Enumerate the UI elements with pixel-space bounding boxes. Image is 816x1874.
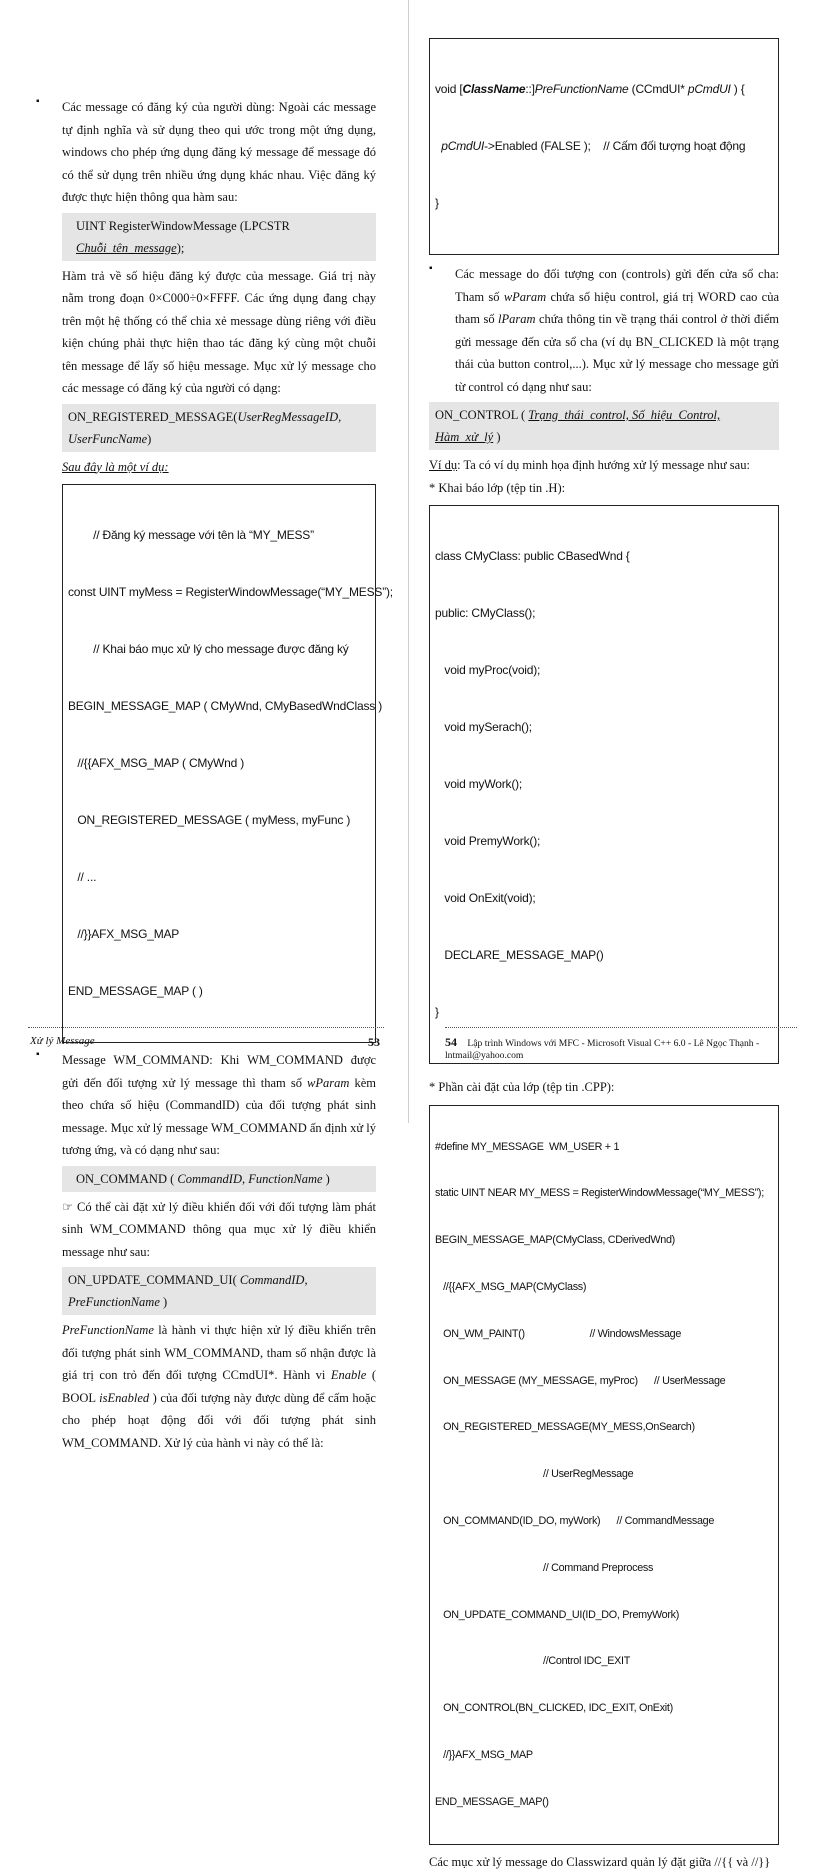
left-page <box>0 0 408 1450</box>
code-line: END_MESSAGE_MAP() <box>435 1795 549 1808</box>
footer-divider <box>445 1027 797 1028</box>
right-footer <box>445 1035 805 1061</box>
code-line: void mySerach(); <box>435 720 532 734</box>
bullet-control-messages <box>429 263 779 398</box>
code-line: void PremyWork(); <box>435 834 541 848</box>
code-line: //}}AFX_MSG_MAP <box>68 927 180 941</box>
code-line: void myWork(); <box>435 777 523 791</box>
code-block-prefunction <box>429 38 779 255</box>
paragraph: Hàm trả về số hiệu đăng ký được của message. Giá trị này nằm trong đoạn 0×C000÷0×FFFF. Các ứng dụng đang chạy trên một hệ thống có thể chia xẻ message dùng riêng với điều kiện chúng phải thực hiện thao tác đăng ký cùng một chuỗi tên message để lấy số hiệu message. Mục xử lý message cho các message có đăng ký của người có dạng: <box>62 268 376 395</box>
code-line: public: CMyClass(); <box>435 606 536 620</box>
code-block-class-declaration <box>429 505 779 1064</box>
code-block-implementation <box>429 1105 779 1846</box>
code-line: //Control IDC_EXIT <box>435 1655 630 1668</box>
paragraph: Message WM_COMMAND: Khi WM_COMMAND được gửi đến đối tượng xử lý message thì tham số wParam kèm theo chứa số hiệu (CommandID) của đối tượng phát sinh message. Mục xử lý message WM_COMMAND ấn định xử lý tương ứng, và có dạng như sau: <box>62 1053 376 1157</box>
code-line: END_MESSAGE_MAP ( ) <box>68 984 203 998</box>
closing-note: Các mục xử lý message do Classwizard quản lý đặt giữa //{{ và //}} <box>429 1855 771 1870</box>
code-line: // Đăng ký message với tên là “MY_MESS” <box>68 528 314 542</box>
left-footer <box>30 1035 380 1047</box>
example-label: Sau đây là một ví dụ: <box>62 459 169 474</box>
bullet-marker: ▪ <box>36 96 40 107</box>
code-line: void [ClassName::]PreFunctionName (CCmdUI* pCmdUI ) { <box>435 82 745 96</box>
paragraph: PreFunctionName là hành vi thực hiện xử lý điều khiển trên đối tượng phát sinh WM_COMMAND, tham số nhận được là giá trị con trỏ đến đối tượng CCmdUI*. Hành vi Enable ( BOOL isEnabled ) của đối tượng này được dùng để cấm hoặc cho phép hoạt động đối với đối tượng phát sinh WM_COMMAND. Xử lý của hành vi này có thể là: <box>62 1323 376 1450</box>
code-line: // UserRegMessage <box>435 1468 634 1481</box>
code-line: ON_REGISTERED_MESSAGE ( myMess, myFunc ) <box>68 813 351 827</box>
pointing-hand-icon: ☞ <box>62 1199 74 1214</box>
code-line: // Khai báo mục xử lý cho message được đăng ký <box>68 642 349 656</box>
cpp-file-label: * Phần cài đặt của lớp (tệp tin .CPP): <box>429 1080 615 1094</box>
code-line: class CMyClass: public CBasedWnd { <box>435 549 630 563</box>
example-intro: Ví dụ: Ta có ví dụ minh họa định hướng xử lý message như sau: <box>429 458 750 472</box>
code-line: ON_REGISTERED_MESSAGE(MY_MESS,OnSearch) <box>435 1421 695 1434</box>
footer-divider <box>28 1027 384 1028</box>
code-line: // ... <box>68 870 97 884</box>
header-file-label: * Khai báo lớp (tệp tin .H): <box>429 480 566 495</box>
register-function-signature: UINT RegisterWindowMessage (LPCSTR Chuỗi_tên_message); <box>62 213 376 261</box>
bullet-marker: ▪ <box>36 1049 40 1060</box>
code-line: ON_MESSAGE (MY_MESSAGE, myProc) // UserMessage <box>435 1374 726 1387</box>
code-line: ON_UPDATE_COMMAND_UI(ID_DO, PremyWork) <box>435 1608 680 1621</box>
right-page <box>408 0 816 1870</box>
paragraph: Các message có đăng ký của người dùng: Ngoài các message tự định nghĩa và sử dụng theo qui ước trong một ứng dụng, windows cho phép ứng dụng đăng ký message để message đó có thể sử dụng trên nhiều ứng dụng khác nhau. Việc đăng ký được thực hiện thông qua hàm sau: <box>62 100 376 204</box>
book-title: Lập trình Windows với MFC - Microsoft Visual C++ 6.0 - Lê Ngọc Thạnh - lntmail@yahoo.com <box>445 1038 760 1061</box>
code-line: BEGIN_MESSAGE_MAP ( CMyWnd, CMyBasedWndClass ) <box>68 699 382 713</box>
on-update-command-ui-macro: ON_UPDATE_COMMAND_UI( CommandID, PreFunctionName ) <box>62 1267 376 1315</box>
code-line: static UINT NEAR MY_MESS = RegisterWindowMessage(“MY_MESS”); <box>435 1187 764 1200</box>
left-column <box>36 96 393 1454</box>
code-line: pCmdUI->Enabled (FALSE ); // Cấm đối tượng hoạt động <box>441 139 746 153</box>
note-paragraph: ☞ Có thể cài đặt xử lý điều khiển đối với đối tượng làm phát sinh WM_COMMAND thông qua mục xử lý điều khiển message như sau: <box>62 1199 377 1259</box>
code-line: //}}AFX_MSG_MAP <box>435 1748 533 1761</box>
code-line: ON_WM_PAINT() // WindowsMessage <box>435 1327 682 1340</box>
code-line: } <box>435 196 439 210</box>
right-column <box>429 38 779 1874</box>
registered-message-macro: ON_REGISTERED_MESSAGE(UserRegMessageID, UserFuncName) <box>62 404 376 452</box>
code-line: // Command Preprocess <box>435 1561 654 1574</box>
page-number: 54 <box>445 1035 457 1049</box>
code-line: const UINT myMess = RegisterWindowMessage(“MY_MESS”); <box>68 585 393 599</box>
code-line: void myProc(void); <box>435 663 541 677</box>
code-line: void OnExit(void); <box>435 891 536 905</box>
bullet-wm-command <box>36 1049 376 1454</box>
page-number: 53 <box>368 1035 380 1049</box>
chapter-title: Xử lý Message <box>30 1035 95 1047</box>
on-control-macro: ON_CONTROL ( Trạng_thái_control, Số_hiệu_Control, Hàm_xử_lý ) <box>429 402 779 450</box>
code-line: //{{AFX_MSG_MAP ( CMyWnd ) <box>68 756 245 770</box>
code-line: BEGIN_MESSAGE_MAP(CMyClass, CDerivedWnd) <box>435 1234 675 1247</box>
code-line: DECLARE_MESSAGE_MAP() <box>435 948 604 962</box>
paragraph: Các message do đối tượng con (controls) gửi đến cửa sổ cha: Tham số wParam chứa số hiệu control, giá trị WORD cao của tham số lParam chứa thông tin về trạng thái control ở thời điểm gửi message đến cửa sổ cha (ví dụ BN_CLICKED là một trạng thái của button control,...). Mục xử lý message cho message gửi từ control có dạng như sau: <box>455 267 780 394</box>
code-line: #define MY_MESSAGE WM_USER + 1 <box>435 1140 620 1153</box>
code-line: //{{AFX_MSG_MAP(CMyClass) <box>435 1281 587 1294</box>
code-line: ON_CONTROL(BN_CLICKED, IDC_EXIT, OnExit) <box>435 1702 673 1715</box>
on-command-macro: ON_COMMAND ( CommandID, FunctionName ) <box>62 1166 376 1192</box>
code-line: ON_COMMAND(ID_DO, myWork) // CommandMessage <box>435 1514 715 1527</box>
code-line: } <box>435 1005 439 1019</box>
bullet-marker: ▪ <box>429 263 433 274</box>
